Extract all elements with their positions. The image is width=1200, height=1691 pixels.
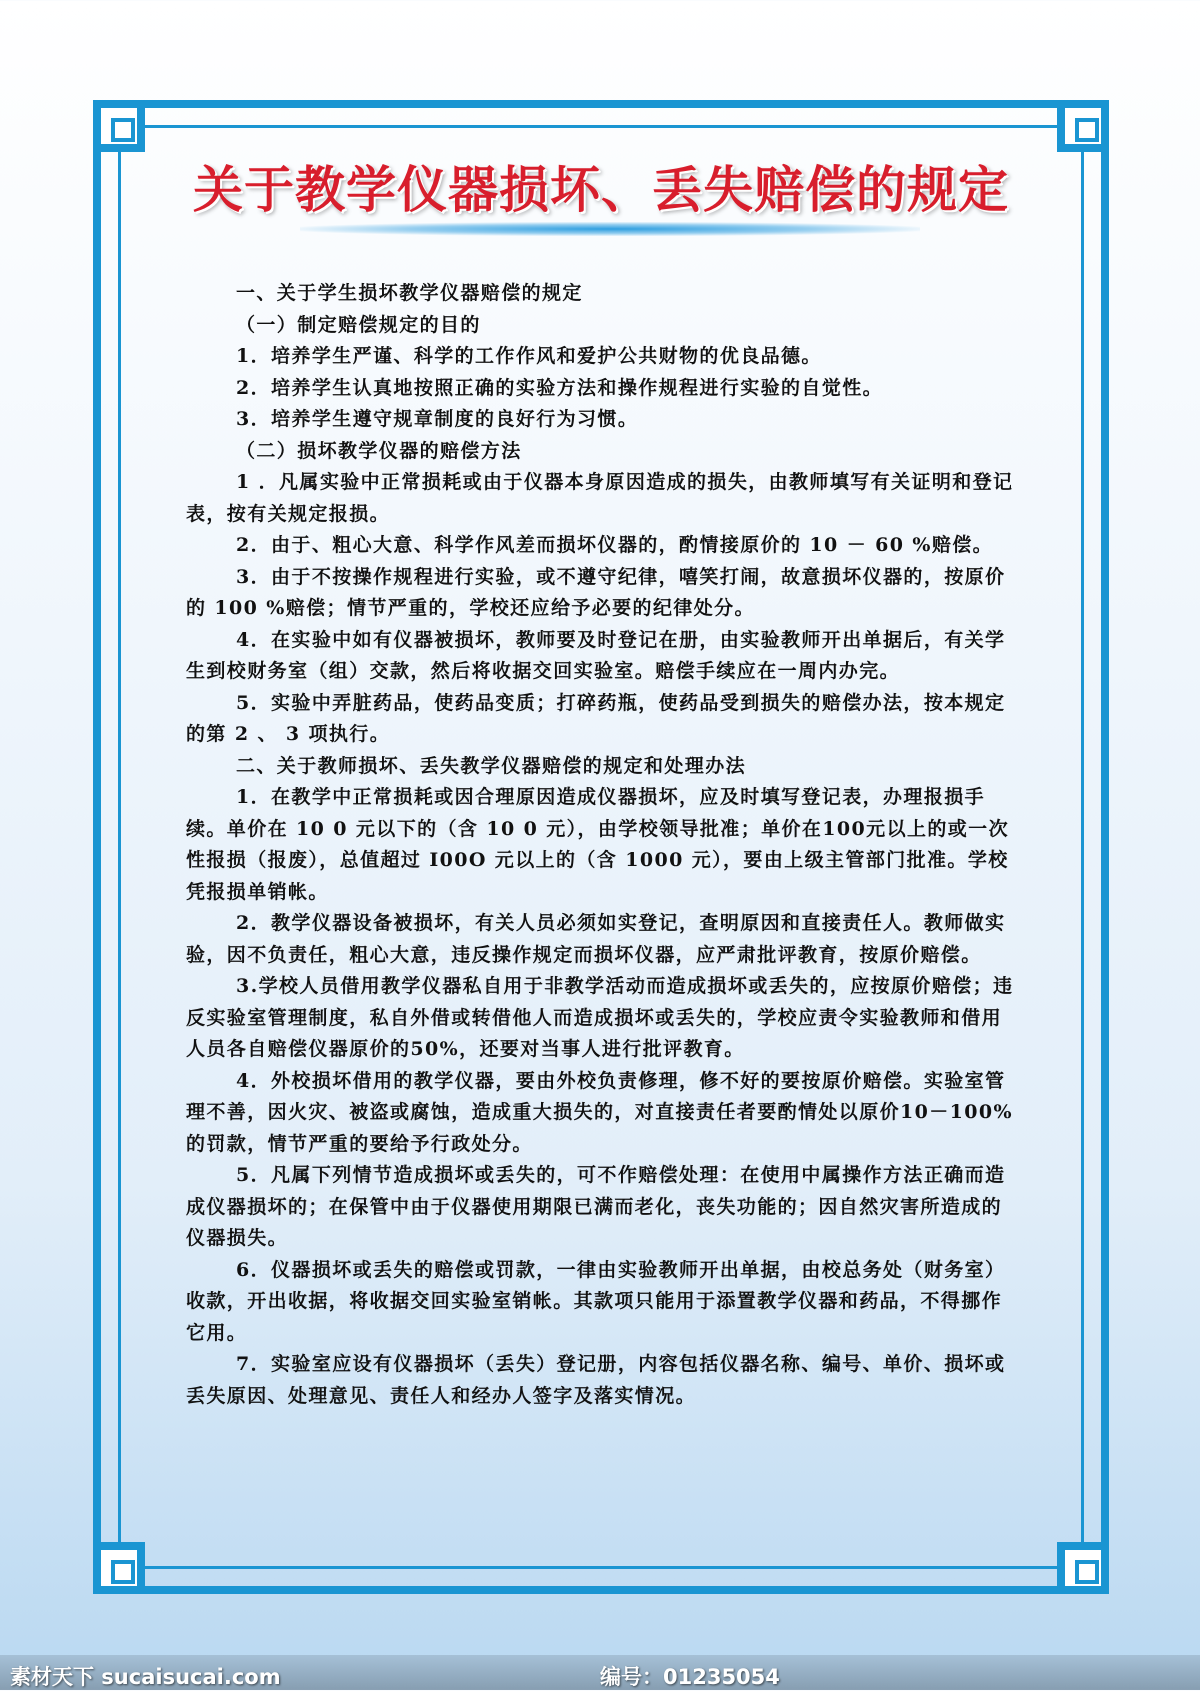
subsection-heading: （二）损坏教学仪器的赔偿方法	[236, 439, 522, 462]
list-item: 1．在教学中正常损耗或因合理原因造成仪器损坏，应及时填写登记表，办理报损手续。单价在 10 0 元以下的（含 10 0 元），由学校领导批准；单价在100元以上的或一次性报损（报废），总值超过 I00O 元以上的（含 1000 元），要由上级主管部门批准。学校凭报损单销帐。	[186, 786, 1009, 903]
corner-ornament-top-left	[93, 100, 145, 152]
list-item: 5．实验中弄脏药品，使药品变质；打碎药瓶，使药品受到损失的赔偿办法，按本规定的第 2 、 3 项执行。	[186, 691, 1006, 745]
list-item: 2．教学仪器设备被损坏，有关人员必须如实登记，查明原因和直接责任人。教师做实验，因不负责任，粗心大意，违反操作规定而损坏仪器，应严肃批评教育，按原价赔偿。	[186, 912, 1006, 966]
list-item: 4．在实验中如有仪器被损坏，教师要及时登记在册，由实验教师开出单据后，有关学生到校财务室（组）交款，然后将收据交回实验室。赔偿手续应在一周内办完。	[186, 628, 1006, 682]
corner-ornament-bottom-left	[93, 1542, 145, 1594]
section-heading: 二、关于教师损坏、丢失教学仪器赔偿的规定和处理办法	[236, 754, 747, 777]
list-item: 3.学校人员借用教学仪器私自用于非教学活动而造成损坏或丢失的，应按原价赔偿；违反实验室管理制度，私自外借或转借他人而造成损坏或丢失的，学校应责令实验教师和借用人员各自赔偿仪器原价的50%，还要对当事人进行批评教育。	[186, 975, 1014, 1060]
corner-ornament-bottom-right	[1057, 1542, 1109, 1594]
corner-ornament-top-right	[1057, 100, 1109, 152]
list-item: 7．实验室应设有仪器损坏（丢失）登记册，内容包括仪器名称、编号、单价、损坏或丢失原因、处理意见、责任人和经办人签字及落实情况。	[186, 1353, 1006, 1407]
list-item: 1．培养学生严谨、科学的工作作风和爱护公共财物的优良品德。	[236, 345, 822, 367]
watermark-id: 编号：01235054	[600, 1665, 780, 1689]
list-item: 2．培养学生认真地按照正确的实验方法和操作规程进行实验的自觉性。	[236, 376, 884, 399]
list-item: 3．由于不按操作规程进行实验，或不遵守纪律，嘻笑打闹，故意损坏仪器的，按原价的 100 %赔偿；情节严重的，学校还应给予必要的纪律处分。	[186, 565, 1006, 619]
watermark-logo: 素材天下 sucaisucai.com	[10, 1665, 281, 1689]
list-item: 6．仪器损坏或丢失的赔偿或罚款，一律由实验教师开出单据，由校总务处（财务室）收款，开出收据，将收据交回实验室销帐。其款项只能用于添置教学仪器和药品，不得挪作它用。	[186, 1258, 1006, 1344]
list-item: 3．培养学生遵守规章制度的良好行为习惯。	[236, 408, 639, 430]
watermark-bar	[0, 1655, 1200, 1690]
regulation-body	[186, 278, 1018, 1412]
list-item: 2．由于、粗心大意、科学作风差而损坏仪器的，酌情接原价的 10 － 60 %赔偿。	[236, 534, 994, 556]
list-item: 5．凡属下列情节造成损坏或丢失的，可不作赔偿处理：在使用中属操作方法正确而造成仪器损坏的；在保管中由于仪器使用期限已满而老化，丧失功能的；因自然灾害所造成的仪器损失。	[186, 1164, 1006, 1249]
subsection-heading: （一）制定赔偿规定的目的	[236, 313, 481, 336]
section-heading: 一、关于学生损坏教学仪器赔偿的规定	[236, 282, 583, 304]
page-title: 关于教学仪器损坏、丢失赔偿的规定	[193, 161, 1009, 219]
title-underline	[300, 222, 920, 236]
list-item: 1 ．凡属实验中正常损耗或由于仪器本身原因造成的损失，由教师填写有关证明和登记表，按有关规定报损。	[186, 471, 1014, 525]
list-item: 4．外校损坏借用的教学仪器，要由外校负责修理，修不好的要按原价赔偿。实验室管理不善，因火灾、被盗或腐蚀，造成重大损失的，对直接责任者要酌情处以原价10－100%的罚款，情节严重的要给予行政处分。	[186, 1069, 1013, 1155]
